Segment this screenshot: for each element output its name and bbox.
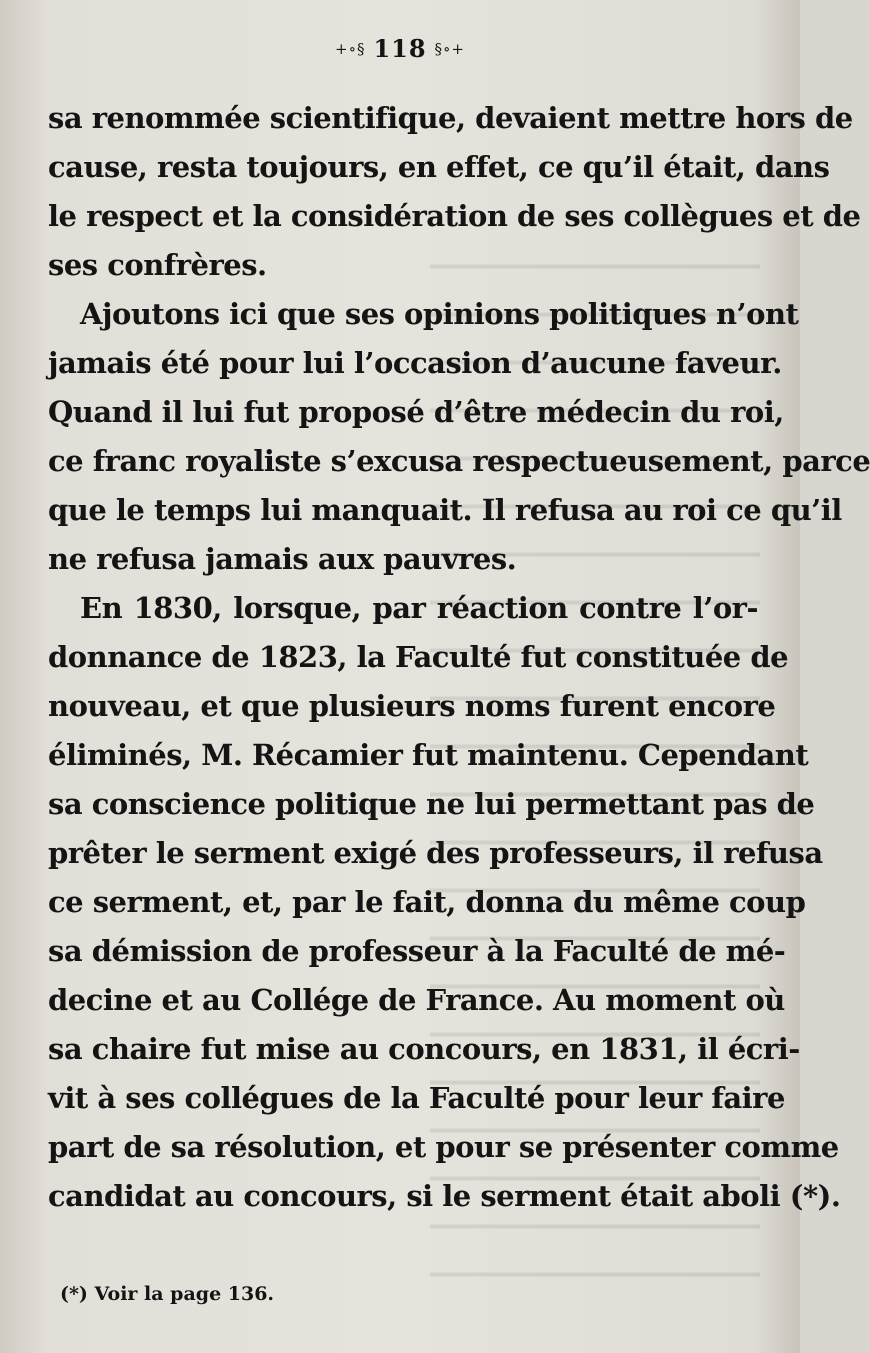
text-line: sa conscience politique ne lui permettant pas de — [48, 787, 815, 821]
text-line: ce franc royaliste s’excusa respectueusement, parce — [48, 444, 870, 478]
text-line: sa renommée scientifique, devaient mettre hors de — [48, 101, 853, 135]
text-line: donnance de 1823, la Faculté fut constituée de — [48, 640, 789, 674]
paragraph — [48, 290, 870, 584]
text-line: nouveau, et que plusieurs noms furent encore — [48, 689, 776, 723]
text-line: cause, resta toujours, en effet, ce qu’il était, dans — [48, 150, 830, 184]
text-line: candidat au concours, si le serment était aboli (*). — [48, 1179, 841, 1213]
text-line: ses confrères. — [48, 248, 267, 282]
text-line: le respect et la considération de ses collègues et de — [48, 199, 861, 233]
page-header — [0, 34, 800, 63]
text-line: éliminés, M. Récamier fut maintenu. Cependant — [48, 738, 809, 772]
text-line: Ajoutons ici que ses opinions politiques n’ont — [80, 297, 799, 331]
text-line: prêter le serment exigé des professeurs, il refusa — [48, 836, 823, 870]
paragraph — [48, 584, 841, 1221]
text-line: sa chaire fut mise au concours, en 1831, il écri- — [48, 1032, 800, 1066]
text-line: vit à ses collégues de la Faculté pour leur faire — [48, 1081, 785, 1115]
body-text — [48, 94, 870, 1221]
text-line: sa démission de professeur à la Faculté de mé- — [48, 934, 786, 968]
text-line: Quand il lui fut proposé d’être médecin du roi, — [48, 395, 784, 429]
footnote: (*) Voir la page 136. — [60, 1283, 275, 1305]
text-line: ce serment, et, par le fait, donna du même coup — [48, 885, 806, 919]
text-line: ne refusa jamais aux pauvres. — [48, 542, 517, 576]
text-line: part de sa résolution, et pour se présenter comme — [48, 1130, 839, 1164]
text-line: decine et au Collége de France. Au moment où — [48, 983, 785, 1017]
page-number: 118 — [373, 34, 427, 63]
paragraph — [48, 94, 861, 290]
text-line: jamais été pour lui l’occasion d’aucune faveur. — [48, 346, 782, 380]
text-line: que le temps lui manquait. Il refusa au roi ce qu’il — [48, 493, 842, 527]
ornament-right-icon: §∘+ — [434, 40, 465, 58]
text-line: En 1830, lorsque, par réaction contre l’or- — [80, 591, 758, 625]
ornament-left-icon: +∘§ — [335, 40, 366, 58]
